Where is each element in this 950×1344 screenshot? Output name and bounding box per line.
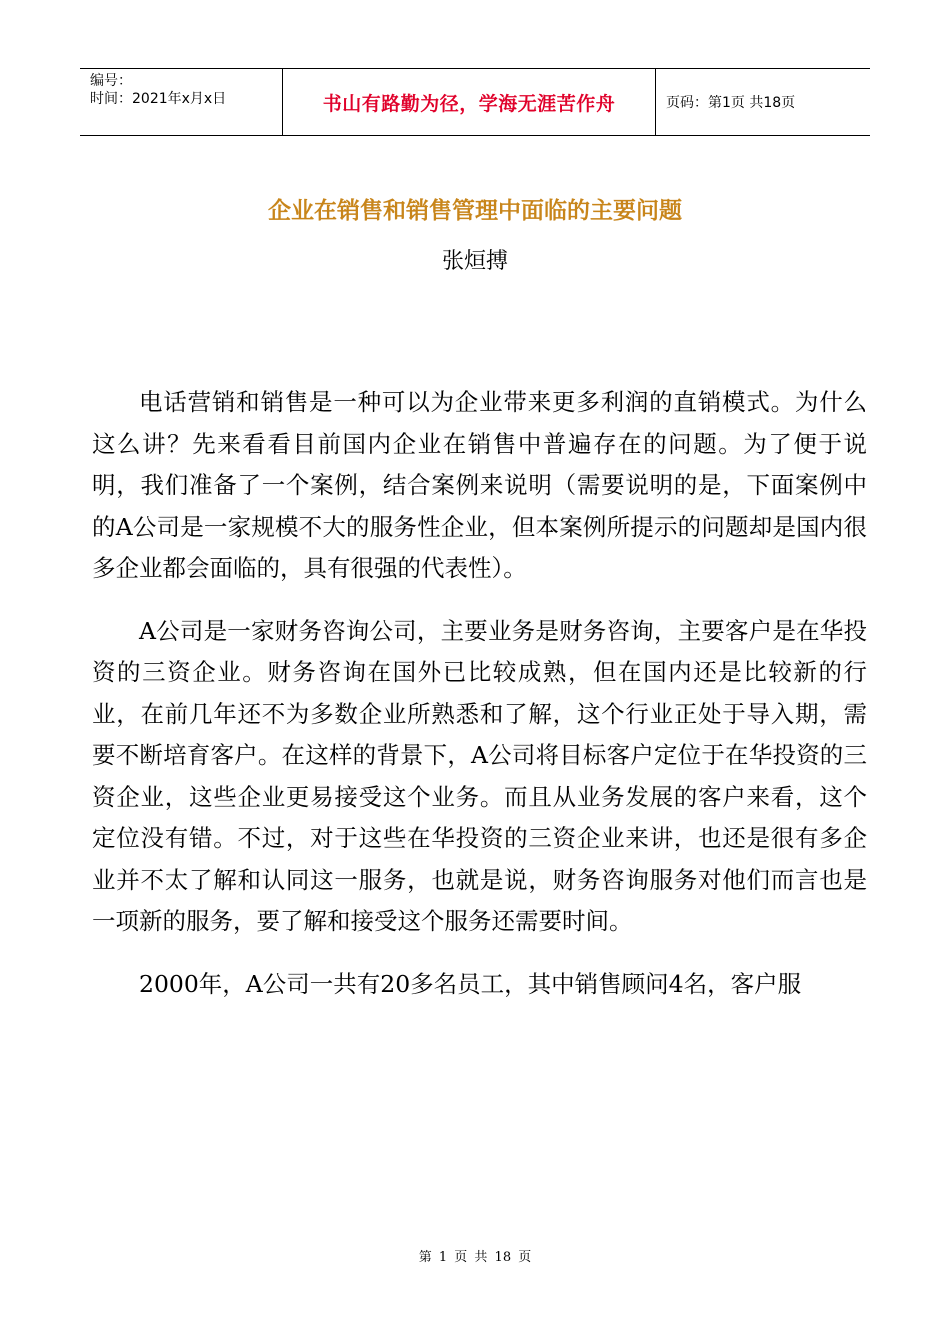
header-page-cell [656,69,870,135]
page-footer: 第 1 页 共 18 页 [418,1250,532,1265]
paragraph: 电话营销和销售是一种可以为企业带来更多利润的直销模式。为什么这么讲？先来看看目前国内企业在销售中普遍存在的问题。为了便于说明，我们准备了一个案例，结合案例来说明（需要说明的是，下面案例中的A公司是一家规模不大的服务性企业，但本案例所提示的问题却是国内很多企业都会面临的，具有很强的代表性）。 [92,388,867,582]
page-info-text: 页码：第1页 共18页 [666,95,796,111]
document-body [92,382,867,1026]
serial-label: 编号： [90,73,132,89]
time-text: 时间：2021年x月x日 [90,91,227,107]
document-title: 企业在销售和销售管理中面临的主要问题 [268,197,682,224]
header-motto-cell [282,69,656,135]
paragraph: 2000年，A公司一共有20多名员工，其中销售顾问4名，客户服 [139,969,802,998]
paragraph: A公司是一家财务咨询公司，主要业务是财务咨询，主要客户是在华投资的三资企业。财务咨询在国外已比较成熟，但在国内还是比较新的行业，在前几年还不为多数企业所熟悉和了解，这个行业正处于导入期，需要不断培育客户。在这样的背景下，A公司将目标客户定位于在华投资的三资企业，这些企业更易接受这个业务。而且从业务发展的客户来看，这个定位没有错。不过，对于这些在华投资的三资企业来讲，也还是很有多企业并不太了解和认同这一服务，也就是说，财务咨询服务对他们而言也是一项新的服务，要了解和接受这个服务还需要时间。 [92,616,867,935]
header-meta-cell [80,69,282,135]
motto-text: 书山有路勤为径，学海无涯苦作舟 [322,92,616,115]
document-author: 张烜搏 [441,249,508,274]
page-header [80,68,870,136]
